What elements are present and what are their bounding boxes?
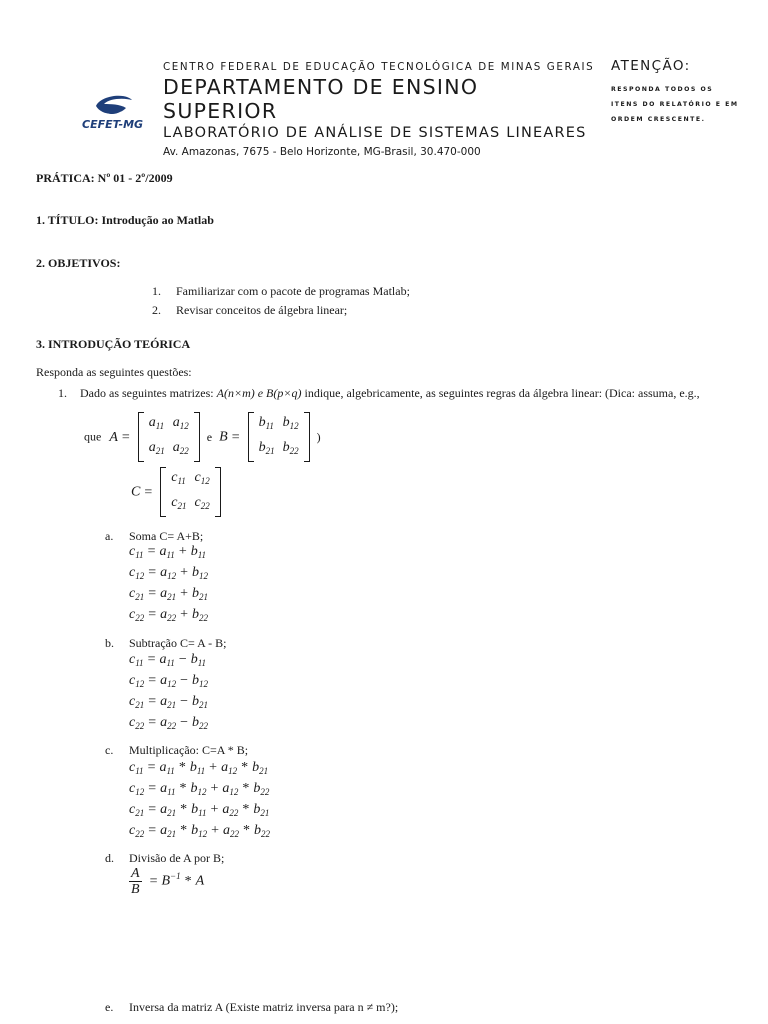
item-text: Divisão de A por B; bbox=[129, 851, 225, 865]
que-word: que bbox=[84, 429, 102, 444]
cefet-logo bbox=[80, 90, 146, 132]
objective-text: Familiarizar com o pacote de programas Matlab; bbox=[176, 284, 410, 298]
intro-lead: Responda as seguintes questões: bbox=[36, 365, 192, 379]
item-text: Soma C= A+B; bbox=[129, 529, 204, 543]
item-text: Subtração C= A - B; bbox=[129, 636, 227, 650]
item-letter: d. bbox=[105, 851, 114, 865]
matrix-b-label: B = bbox=[219, 429, 240, 445]
item-a bbox=[105, 529, 204, 544]
close-paren: ) bbox=[316, 429, 321, 444]
question-text-cont: indique, algebricamente, as seguintes regras da álgebra linear: (Dica: assuma, e.g., bbox=[304, 386, 700, 400]
intro-heading: 3. INTRODUÇÃO TEÓRICA bbox=[36, 337, 191, 351]
item-letter: e. bbox=[105, 1000, 114, 1014]
item-b bbox=[105, 636, 227, 651]
matrix-c: $c_{11}$ $c_{12}$ $c_{21}$ $c_{22}$ bbox=[160, 467, 220, 517]
question-1 bbox=[58, 386, 700, 401]
matrix-b: $b_{11}$ $b_{12}$ $b_{21}$ $b_{22}$ bbox=[248, 412, 310, 462]
attention-title: ATENÇÃO: bbox=[611, 58, 691, 74]
item-text: Inversa da matriz A (Existe matriz inversa para n ≠ m?); bbox=[129, 1000, 399, 1014]
attention-note: RESPONDA TODOS OS ITENS DO RELATÓRIO E EM ORDEM CRESCENTE. bbox=[611, 86, 739, 123]
matrix-c-label: C = bbox=[131, 484, 153, 500]
lab-name: LABORATÓRIO DE ANÁLISE DE SISTEMAS LINEARES bbox=[163, 125, 587, 141]
item-letter: b. bbox=[105, 636, 114, 650]
multiplication-equations: $c_{11} = a_{11} * b_{11} + a_{12} * b_{21}$ $c_{12} = a_{11} * b_{12} + a_{12} * b_{22}$ $c_{21} = a_{21} * b_{11} + a_{22} * b_{21}$ $c_{22} = a_{21} * b_{12} + a_{22} * b_{22}$ bbox=[129, 760, 271, 839]
e-word: e bbox=[206, 429, 213, 444]
question-text: Dado as seguintes matrizes: bbox=[80, 386, 214, 400]
matrix-definition bbox=[84, 412, 321, 462]
department-title: DEPARTAMENTO DE ENSINO SUPERIOR bbox=[163, 75, 479, 123]
matrix-a-label: A = bbox=[109, 429, 130, 445]
item-letter: a. bbox=[105, 529, 114, 543]
address: Av. Amazonas, 7675 - Belo Horizonte, MG-Brasil, 30.470-000 bbox=[163, 146, 481, 158]
item-d bbox=[105, 851, 225, 866]
logo-text: CEFET-MG bbox=[82, 118, 144, 131]
subtraction-equations: $c_{11} = a_{11} - b_{11}$ $c_{12} = a_{12} - b_{12}$ $c_{21} = a_{21} - b_{21}$ $c_{22} = a_{22} - b_{22}$ bbox=[129, 652, 209, 731]
division-equation: $\frac{A}{B}$ = $B^{-1}$ * A bbox=[131, 866, 205, 897]
objective-item bbox=[152, 303, 348, 318]
sum-equations: $c_{11} = a_{11} + b_{11}$ $c_{12} = a_{12} + b_{12}$ $c_{21} = a_{21} + b_{21}$ $c_{22} = a_{22} + b_{22}$ bbox=[129, 544, 209, 623]
objectives-heading: 2. OBJETIVOS: bbox=[36, 256, 121, 270]
objective-text: Revisar conceitos de álgebra linear; bbox=[176, 303, 348, 317]
question-math: A(n×m) e B(p×q) bbox=[216, 386, 302, 400]
matrix-c-definition bbox=[131, 467, 221, 517]
objective-number: 2. bbox=[152, 303, 161, 317]
practice-number: PRÁTICA: Nº 01 - 2º/2009 bbox=[36, 171, 173, 185]
section-title: 1. TÍTULO: Introdução ao Matlab bbox=[36, 213, 214, 227]
item-text: Multiplicação: C=A * B; bbox=[129, 743, 249, 757]
institution-name: CENTRO FEDERAL DE EDUCAÇÃO TECNOLÓGICA DE MINAS GERAIS bbox=[163, 61, 595, 73]
question-number: 1. bbox=[58, 386, 67, 400]
matrix-a: $a_{11}$ $a_{12}$ $a_{21}$ $a_{22}$ bbox=[138, 412, 200, 462]
objective-number: 1. bbox=[152, 284, 161, 298]
objective-item bbox=[152, 284, 410, 299]
item-e bbox=[105, 1000, 399, 1015]
item-c bbox=[105, 743, 249, 758]
item-letter: c. bbox=[105, 743, 114, 757]
